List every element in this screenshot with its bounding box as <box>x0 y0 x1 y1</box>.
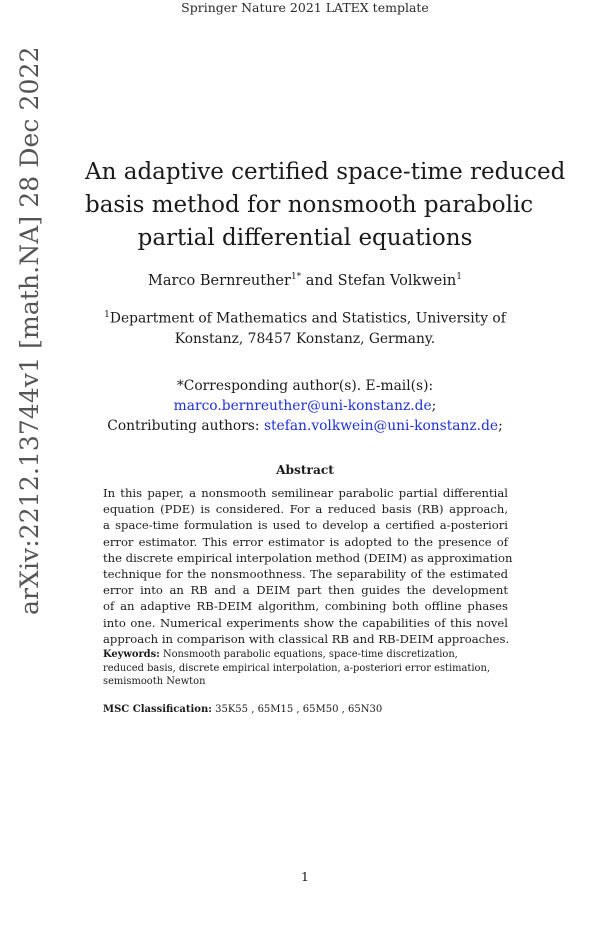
msc-value: 35K55 , 65M15 , 65M50 , 65N30 <box>215 704 383 715</box>
msc-classification <box>103 704 508 715</box>
abstract-line: technique for the nonsmoothness. The separability of the estimated <box>103 567 508 582</box>
email-link[interactable]: marco.bernreuther@uni-konstanz.de <box>173 398 432 414</box>
keywords-text: semismooth Newton <box>103 676 206 688</box>
abstract-line: into one. Numerical experiments show the capabilities of this novel <box>103 615 508 630</box>
contributing-label: Contributing authors: <box>107 418 260 434</box>
abstract-body <box>103 485 513 647</box>
corresponding-label: *Corresponding author(s). E-mail(s): <box>176 378 434 394</box>
abstract-line: error estimator. This error estimator is adopted to the presence of <box>103 534 508 549</box>
author-name: Marco Bernreuther <box>148 272 291 289</box>
abstract-heading: Abstract <box>276 463 334 477</box>
abstract-line: a space-time formulation is used to develop a certified a-posteriori <box>103 518 508 533</box>
author-affil-marker: 1 <box>456 272 462 282</box>
arxiv-identifier[interactable]: arXiv:2212.13744v1 [math.NA] 28 Dec 2022 <box>15 46 44 615</box>
affil-marker: 1 <box>104 310 110 320</box>
title-line: An adaptive certified space-time reduced <box>85 159 566 185</box>
abstract-line: equation (PDE) is considered. For a reduced basis (RB) approach, <box>103 502 508 517</box>
affil-line: Department of Mathematics and Statistics, University of <box>109 310 506 327</box>
keywords-label: Keywords: <box>103 649 160 660</box>
keywords-text: Nonsmooth parabolic equations, space-time discretization, <box>162 649 458 660</box>
running-header: Springer Nature 2021 LATEX template <box>181 0 429 15</box>
author-name: Stefan Volkwein <box>337 272 457 289</box>
correspondence <box>85 376 525 436</box>
abstract-line: the discrete empirical interpolation method (DEIM) as approximation <box>103 550 513 565</box>
abstract-line: error into an RB and a DEIM part then guides the development <box>103 583 508 598</box>
punct: ; <box>431 398 437 414</box>
punct: ; <box>498 418 503 434</box>
keywords-text: reduced basis, discrete empirical interpolation, a-posteriori error estimation, <box>103 662 490 674</box>
email-link[interactable]: stefan.volkwein@uni-konstanz.de <box>263 418 499 434</box>
abstract-line: In this paper, a nonsmooth semilinear parabolic partial differential <box>103 486 508 500</box>
abstract-line: of an adaptive RB-DEIM algorithm, combining both offline phases <box>103 599 508 614</box>
title-line: partial differential equations <box>137 225 473 251</box>
author-affil-marker: 1* <box>290 272 302 282</box>
page-number: 1 <box>301 869 309 884</box>
author-conjunction: and <box>305 272 334 289</box>
abstract-line: approach in comparison with classical RB and RB-DEIM approaches. <box>103 631 510 646</box>
title-line: basis method for nonsmooth parabolic <box>85 192 534 218</box>
msc-label: MSC Classification: <box>103 704 212 715</box>
paper-title <box>85 156 566 255</box>
author-list <box>100 272 510 289</box>
affiliation <box>85 305 525 349</box>
affil-line: Konstanz, 78457 Konstanz, Germany. <box>174 330 436 347</box>
keywords <box>103 648 508 689</box>
